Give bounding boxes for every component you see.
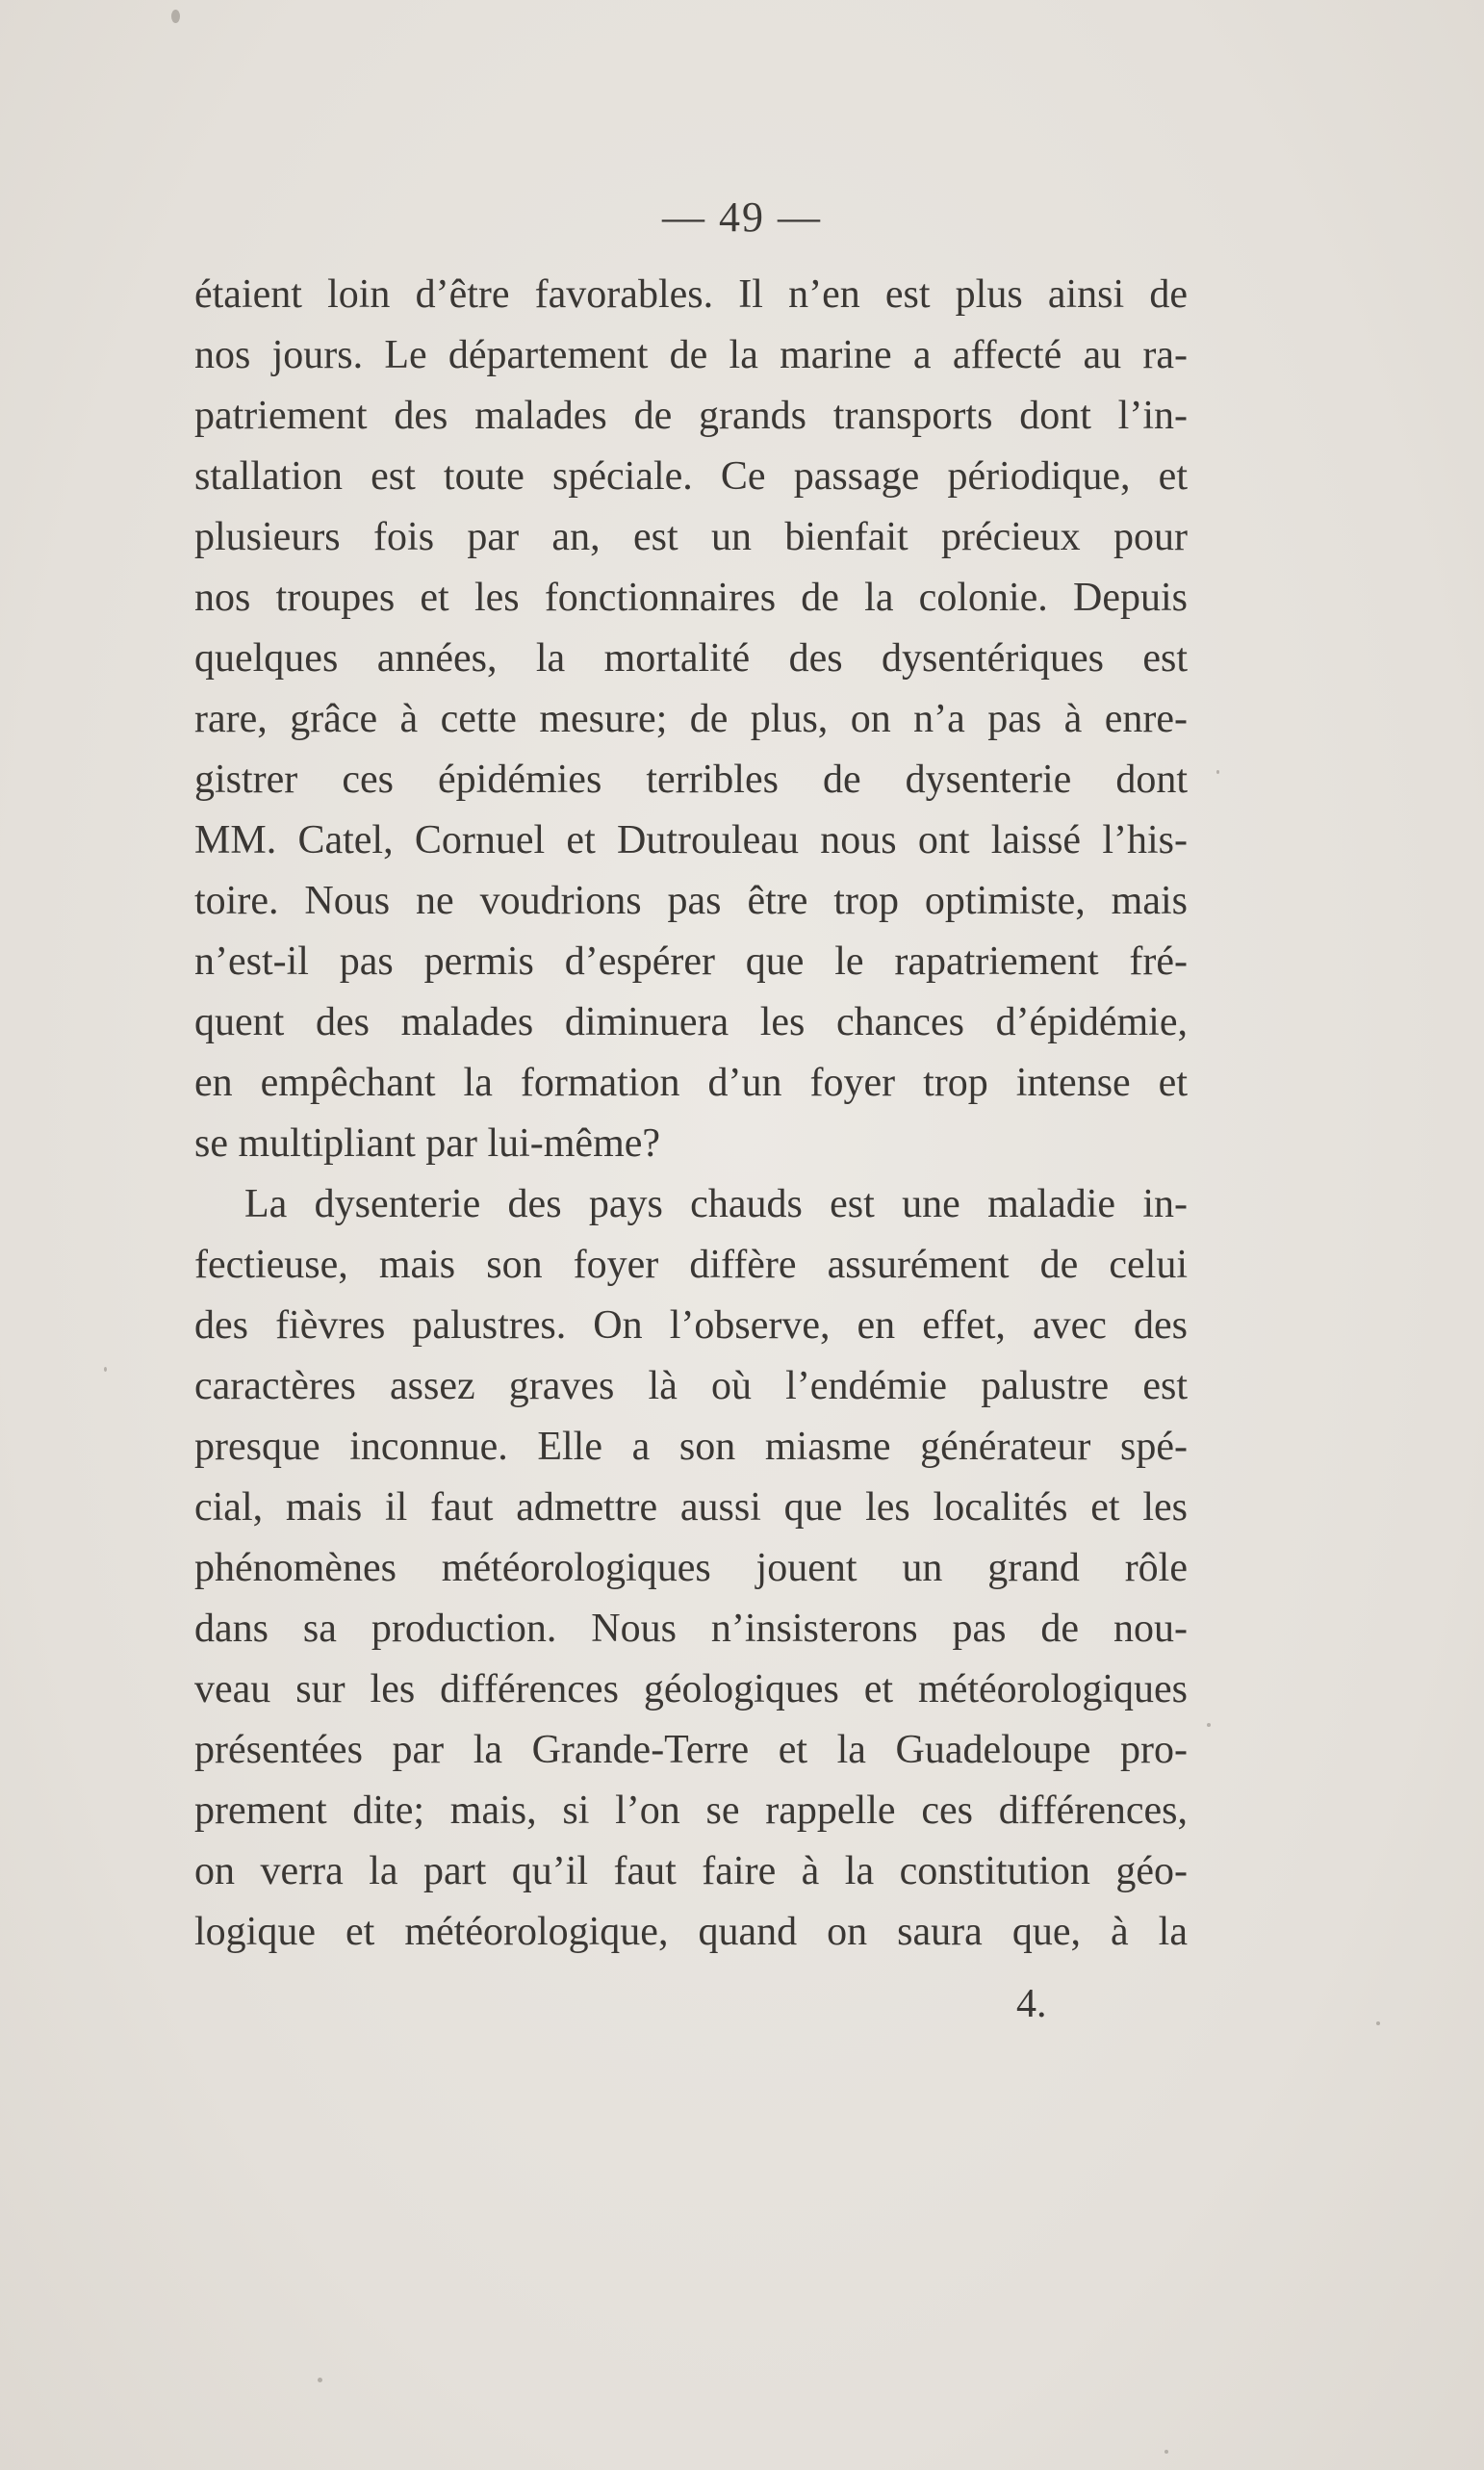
page-number: — 49 —: [662, 193, 822, 241]
text-line: presque inconnue. Elle a son miasme générateur spé-: [194, 1425, 1188, 1469]
text-line: dans sa production. Nous n’insisterons pas de nou-: [194, 1607, 1188, 1651]
text-line: stallation est toute spéciale. Ce passage périodique, et: [194, 454, 1188, 499]
paper-speck: [104, 1367, 107, 1372]
body-text: [194, 265, 1188, 1963]
paper-speck: [171, 10, 180, 23]
text-line: patriement des malades de grands transports dont l’in-: [194, 394, 1188, 438]
text-line: présentées par la Grande-Terre et la Guadeloupe pro-: [194, 1728, 1188, 1772]
signature-mark: 4.: [1016, 1982, 1047, 2026]
text-line: logique et météorologique, quand on saura que, à la: [194, 1910, 1188, 1954]
text-line: nos jours. Le département de la marine a affecté au ra-: [194, 333, 1188, 377]
text-line: toire. Nous ne voudrions pas être trop optimiste, mais: [194, 879, 1188, 923]
text-line: cial, mais il faut admettre aussi que les localités et les: [194, 1485, 1188, 1530]
text-line: des fièvres palustres. On l’observe, en effet, avec des: [194, 1303, 1188, 1348]
text-line: rare, grâce à cette mesure; de plus, on n’a pas à enre-: [194, 697, 1188, 741]
text-line: on verra la part qu’il faut faire à la constitution géo-: [194, 1849, 1188, 1893]
paper-speck: [1216, 770, 1219, 774]
paper-speck: [318, 2378, 322, 2382]
text-line: phénomènes météorologiques jouent un grand rôle: [194, 1546, 1188, 1590]
text-line: veau sur les différences géologiques et météorologiques: [194, 1667, 1188, 1711]
paper-speck: [1164, 2450, 1168, 2454]
text-line: quent des malades diminuera les chances d’épidémie,: [194, 1000, 1188, 1044]
paper-speck: [1376, 2021, 1380, 2025]
text-line: se multipliant par lui-même?: [194, 1121, 661, 1166]
text-line: n’est-il pas permis d’espérer que le rapatriement fré-: [194, 939, 1188, 984]
paper-speck: [1207, 1723, 1211, 1727]
text-line: La dysenterie des pays chauds est une maladie in-: [244, 1182, 1188, 1226]
text-line: quelques années, la mortalité des dysentériques est: [194, 636, 1188, 681]
text-line: prement dite; mais, si l’on se rappelle ces différences,: [194, 1788, 1188, 1833]
text-line: MM. Catel, Cornuel et Dutrouleau nous ont laissé l’his-: [194, 818, 1188, 862]
text-line: nos troupes et les fonctionnaires de la colonie. Depuis: [194, 576, 1188, 620]
text-line: plusieurs fois par an, est un bienfait précieux pour: [194, 515, 1188, 559]
text-line: gistrer ces épidémies terribles de dysenterie dont: [194, 758, 1188, 802]
text-line: fectieuse, mais son foyer diffère assurément de celui: [194, 1243, 1188, 1287]
text-line: en empêchant la formation d’un foyer trop intense et: [194, 1061, 1188, 1105]
text-line: caractères assez graves là où l’endémie palustre est: [194, 1364, 1188, 1408]
text-line: étaient loin d’être favorables. Il n’en est plus ainsi de: [194, 272, 1188, 317]
